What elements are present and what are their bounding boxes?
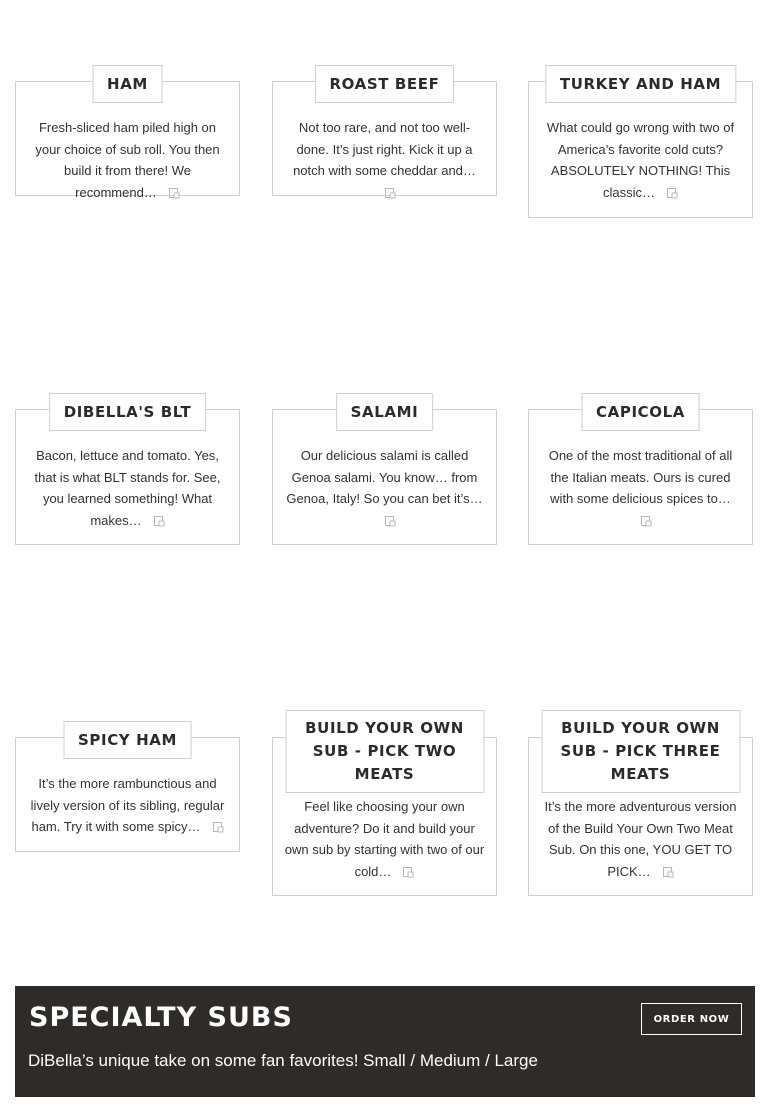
menu-card-description xyxy=(539,445,742,531)
menu-card-capicola[interactable] xyxy=(528,403,753,545)
menu-card-description xyxy=(26,773,229,838)
menu-card-title[interactable]: TURKEY AND HAM xyxy=(545,65,736,103)
menu-card-title[interactable]: DIBELLA'S BLT xyxy=(49,393,207,431)
menu-card-description xyxy=(539,117,742,203)
menu-card-description xyxy=(26,117,229,203)
menu-card-ham[interactable] xyxy=(15,75,240,200)
menu-card-description xyxy=(283,117,486,203)
read-more-icon[interactable] xyxy=(169,188,180,199)
menu-card-description xyxy=(283,796,486,882)
description-text: Feel like choosing your own adventure? Do it and build your own sub by starting with two of our cold… xyxy=(284,799,485,879)
menu-card-title[interactable]: CAPICOLA xyxy=(581,393,700,431)
menu-card-description xyxy=(283,445,486,531)
menu-card-title[interactable] xyxy=(285,710,484,793)
menu-card-roast-beef[interactable] xyxy=(272,75,497,196)
menu-card-salami[interactable] xyxy=(272,403,497,545)
menu-card-title[interactable] xyxy=(541,710,740,793)
read-more-icon[interactable] xyxy=(213,822,224,833)
section-subtitle: DiBella’s unique take on some fan favorites! Small / Medium / Large xyxy=(28,1051,538,1070)
menu-card-title-text: BUILD YOUR OWN SUB - PICK THREE MEATS xyxy=(560,719,721,783)
menu-card-spicy-ham[interactable] xyxy=(15,731,240,852)
menu-card-title-text: BUILD YOUR OWN SUB - PICK TWO MEATS xyxy=(305,719,464,783)
read-more-icon[interactable] xyxy=(154,516,165,527)
description-text: It’s the more rambunctious and lively version of its sibling, regular ham. Try it with some spicy… xyxy=(30,776,225,835)
read-more-icon[interactable] xyxy=(641,516,652,527)
menu-card-title[interactable]: HAM xyxy=(92,65,163,103)
menu-card-title[interactable]: SALAMI xyxy=(336,393,434,431)
description-text: It’s the more adventurous version of the Build Your Own Two Meat Sub. On this one, YOU GET TO PICK… xyxy=(544,799,737,879)
description-text: Bacon, lettuce and tomato. Yes, that is what BLT stands for. See, you learned something! What makes… xyxy=(34,448,221,528)
description-text: Our delicious salami is called Genoa salami. You know… from Genoa, Italy! So you can bet it’s… xyxy=(286,448,483,507)
read-more-icon[interactable] xyxy=(385,188,396,199)
description-text: Fresh-sliced ham piled high on your choice of sub roll. You then build it from there! We recommend… xyxy=(35,120,220,200)
specialty-subs-banner xyxy=(15,986,755,1097)
menu-card-build-three-meats[interactable] xyxy=(528,719,753,896)
menu-card-build-two-meats[interactable] xyxy=(272,719,497,896)
read-more-icon[interactable] xyxy=(385,516,396,527)
menu-card-description xyxy=(26,445,229,531)
description-text: Not too rare, and not too well-done. It’s just right. Kick it up a notch with some cheddar and… xyxy=(293,120,476,179)
order-now-button[interactable]: ORDER NOW xyxy=(641,1003,742,1035)
menu-card-turkey-and-ham[interactable] xyxy=(528,75,753,218)
section-title: SPECIALTY SUBS xyxy=(29,1002,293,1033)
menu-card-dibellas-blt[interactable] xyxy=(15,403,240,545)
read-more-icon[interactable] xyxy=(667,188,678,199)
menu-card-description xyxy=(539,796,742,882)
read-more-icon[interactable] xyxy=(663,867,674,878)
description-text: One of the most traditional of all the Italian meats. Ours is cured with some delicious spices to… xyxy=(548,448,733,507)
read-more-icon[interactable] xyxy=(403,867,414,878)
menu-card-title[interactable]: SPICY HAM xyxy=(63,721,192,759)
description-text: What could go wrong with two of America’s favorite cold cuts? ABSOLUTELY NOTHING! This classic… xyxy=(546,120,735,200)
menu-card-title[interactable]: ROAST BEEF xyxy=(315,65,455,103)
